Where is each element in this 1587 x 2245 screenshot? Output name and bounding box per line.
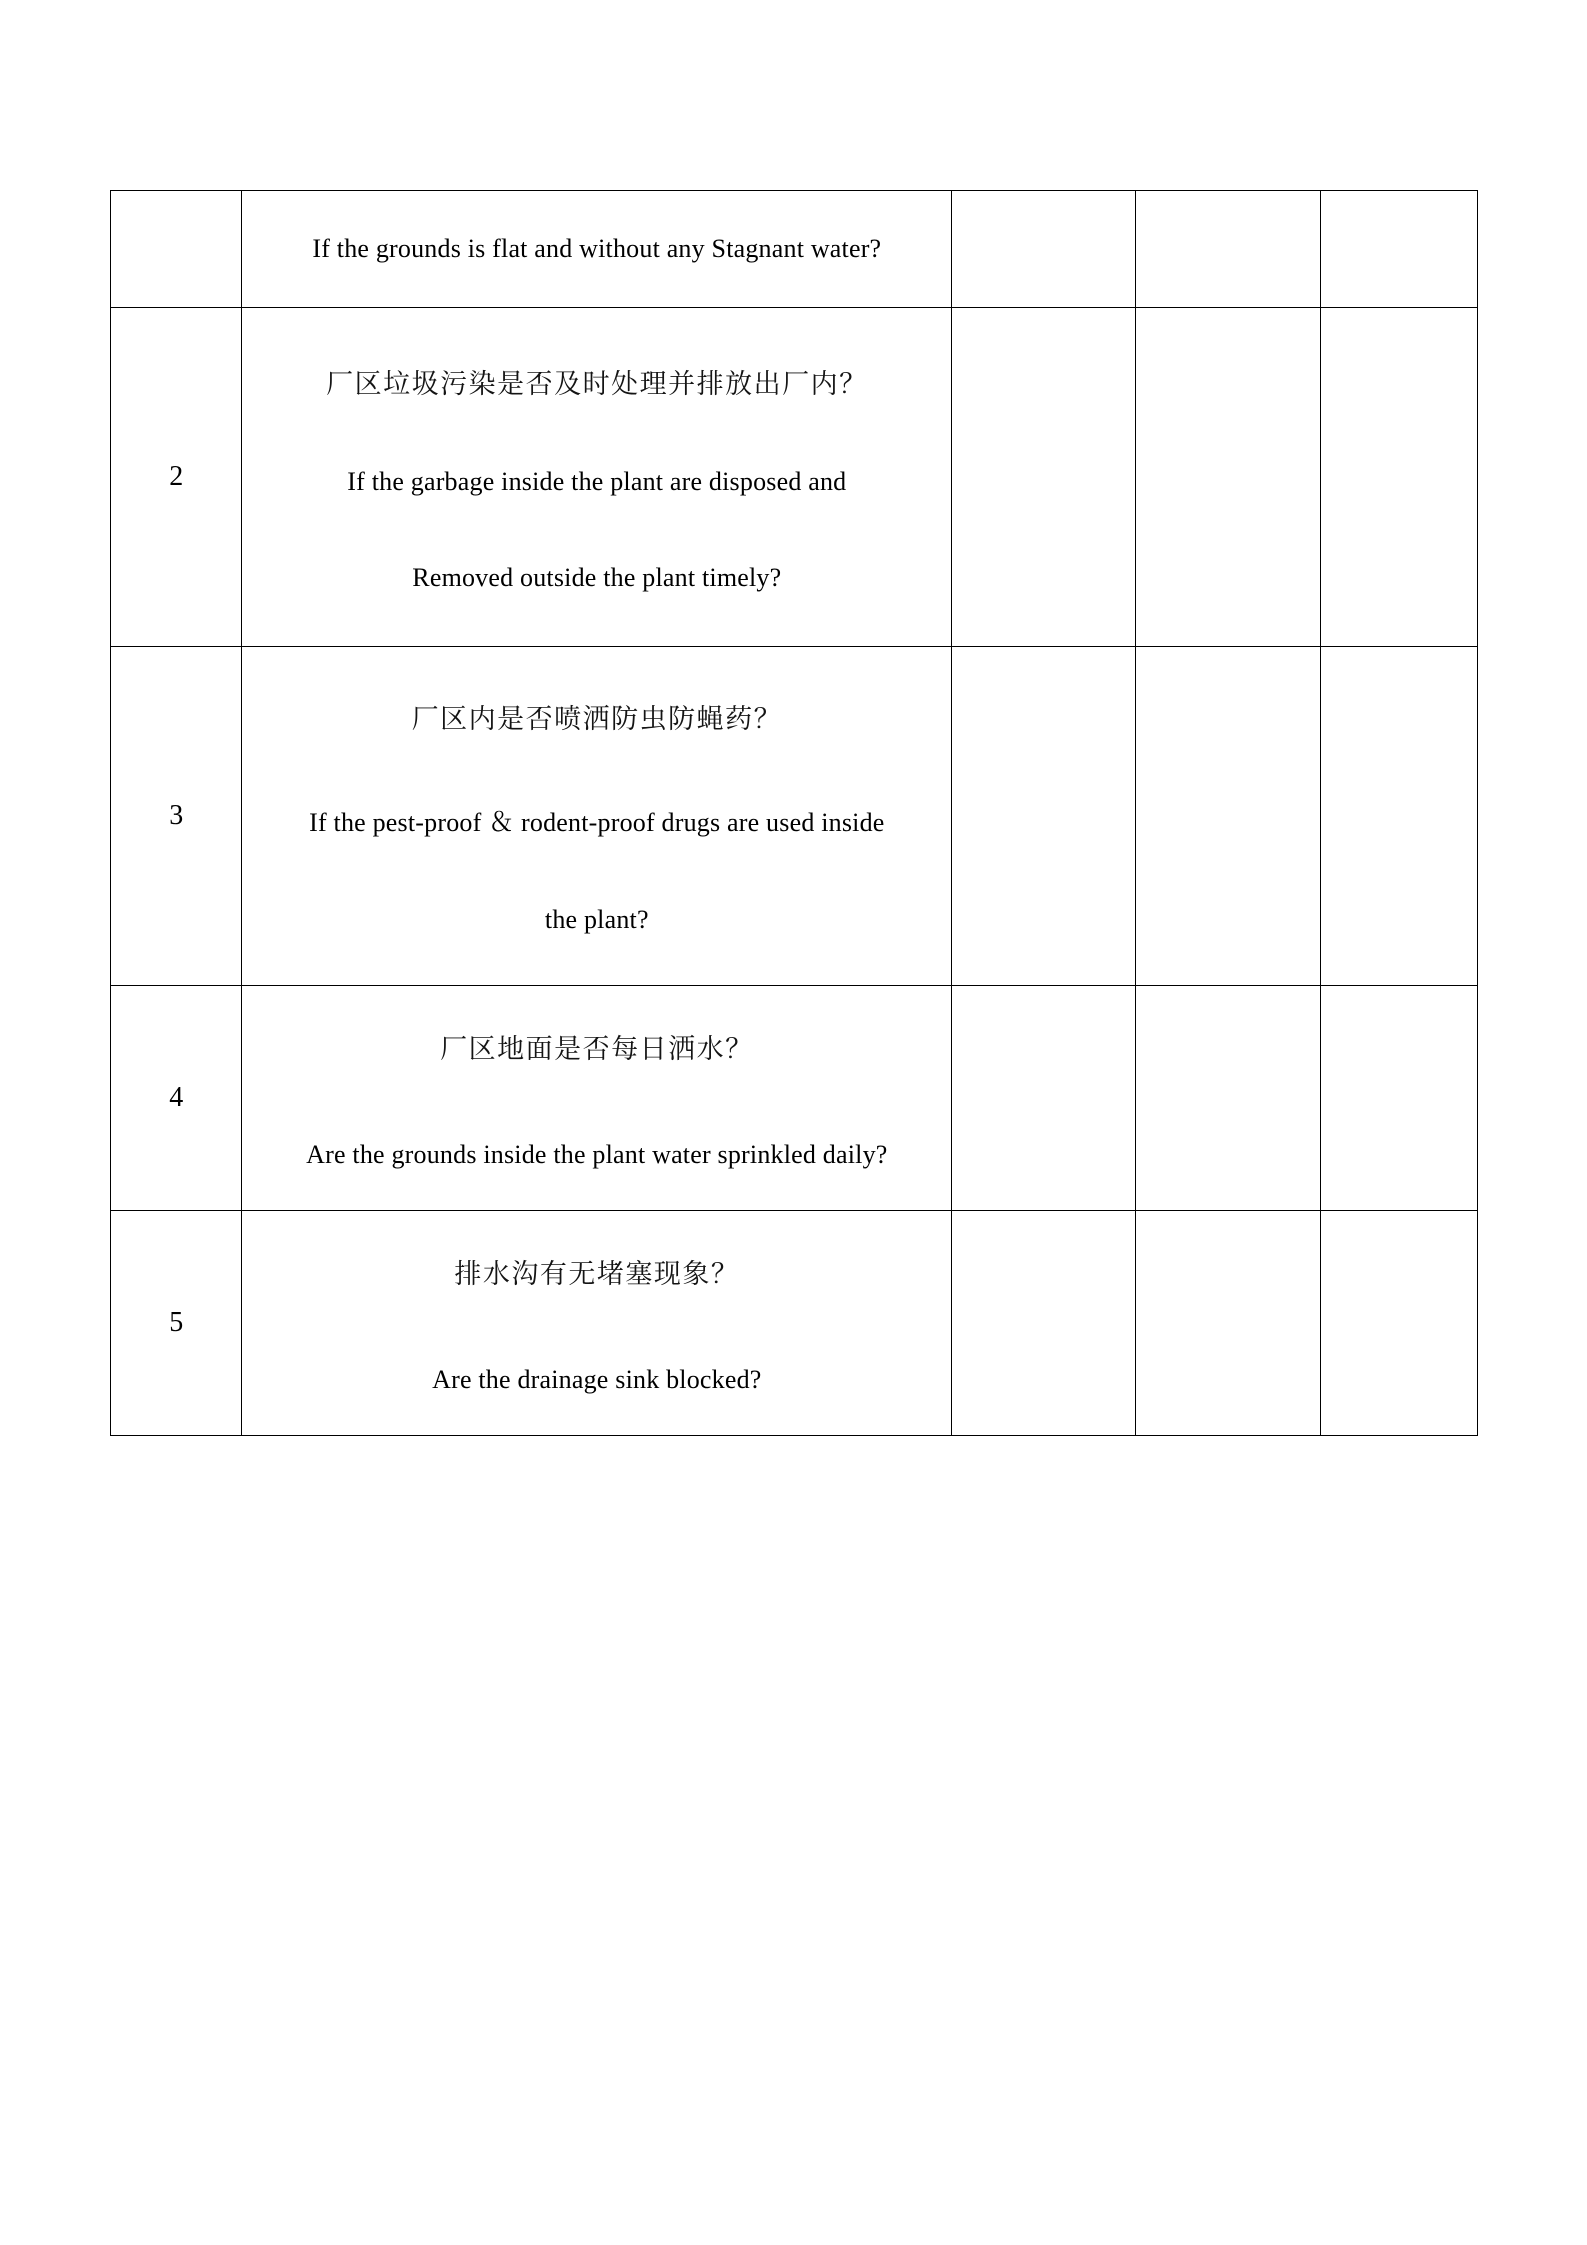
result-cell-d[interactable] (1136, 986, 1321, 1211)
result-cell-d[interactable] (1136, 1211, 1321, 1436)
result-cell-c[interactable] (952, 308, 1136, 647)
item-text-english-line2: Removed outside the plant timely? (412, 562, 782, 592)
table-body (111, 191, 1478, 1436)
table-row (111, 308, 1478, 647)
inspection-item-cell (242, 647, 952, 986)
table-row (111, 986, 1478, 1211)
row-number-cell: 5 (111, 1211, 242, 1436)
item-text-chinese: 厂区内是否喷洒防虫防蝇药？ (411, 704, 783, 735)
table-row (111, 191, 1478, 308)
result-cell-e[interactable] (1321, 191, 1478, 308)
result-cell-d[interactable] (1136, 647, 1321, 986)
inspection-item-cell (242, 191, 952, 308)
result-cell-c[interactable] (952, 647, 1136, 986)
table-row (111, 647, 1478, 986)
item-text-english: Are the grounds inside the plant water sprinkled daily? (306, 1139, 888, 1169)
result-cell-c[interactable] (952, 1211, 1136, 1436)
result-cell-d[interactable] (1136, 308, 1321, 647)
result-cell-e[interactable] (1321, 308, 1478, 647)
item-text-english-line2: the plant? (544, 905, 649, 934)
inspection-item-cell (242, 986, 952, 1211)
row-number-cell: 3 (111, 647, 242, 986)
row-number-cell: 4 (111, 986, 242, 1211)
row-number-cell (111, 191, 242, 308)
item-text-chinese: 排水沟有无堵塞现象？ (454, 1258, 740, 1290)
table-row (111, 1211, 1478, 1436)
inspection-checklist-table (110, 190, 1478, 1436)
item-text-english-line1: If the garbage inside the plant are disposed and (347, 466, 847, 496)
item-text-english: Are the drainage sink blocked? (432, 1364, 762, 1394)
item-text-chinese: 厂区地面是否每日洒水？ (440, 1033, 754, 1065)
result-cell-e[interactable] (1321, 647, 1478, 986)
row-number-cell: 2 (111, 308, 242, 647)
result-cell-c[interactable] (952, 191, 1136, 308)
result-cell-c[interactable] (952, 986, 1136, 1211)
result-cell-d[interactable] (1136, 191, 1321, 308)
item-text-english: If the grounds is flat and without any Stagnant water? (312, 234, 882, 263)
result-cell-e[interactable] (1321, 986, 1478, 1211)
inspection-item-cell (242, 308, 952, 647)
inspection-item-cell (242, 1211, 952, 1436)
item-text-english-line1: If the pest-proof ＆ rodent-proof drugs are used inside (309, 808, 885, 837)
result-cell-e[interactable] (1321, 1211, 1478, 1436)
item-text-chinese: 厂区垃圾污染是否及时处理并排放出厂内？ (326, 368, 868, 400)
